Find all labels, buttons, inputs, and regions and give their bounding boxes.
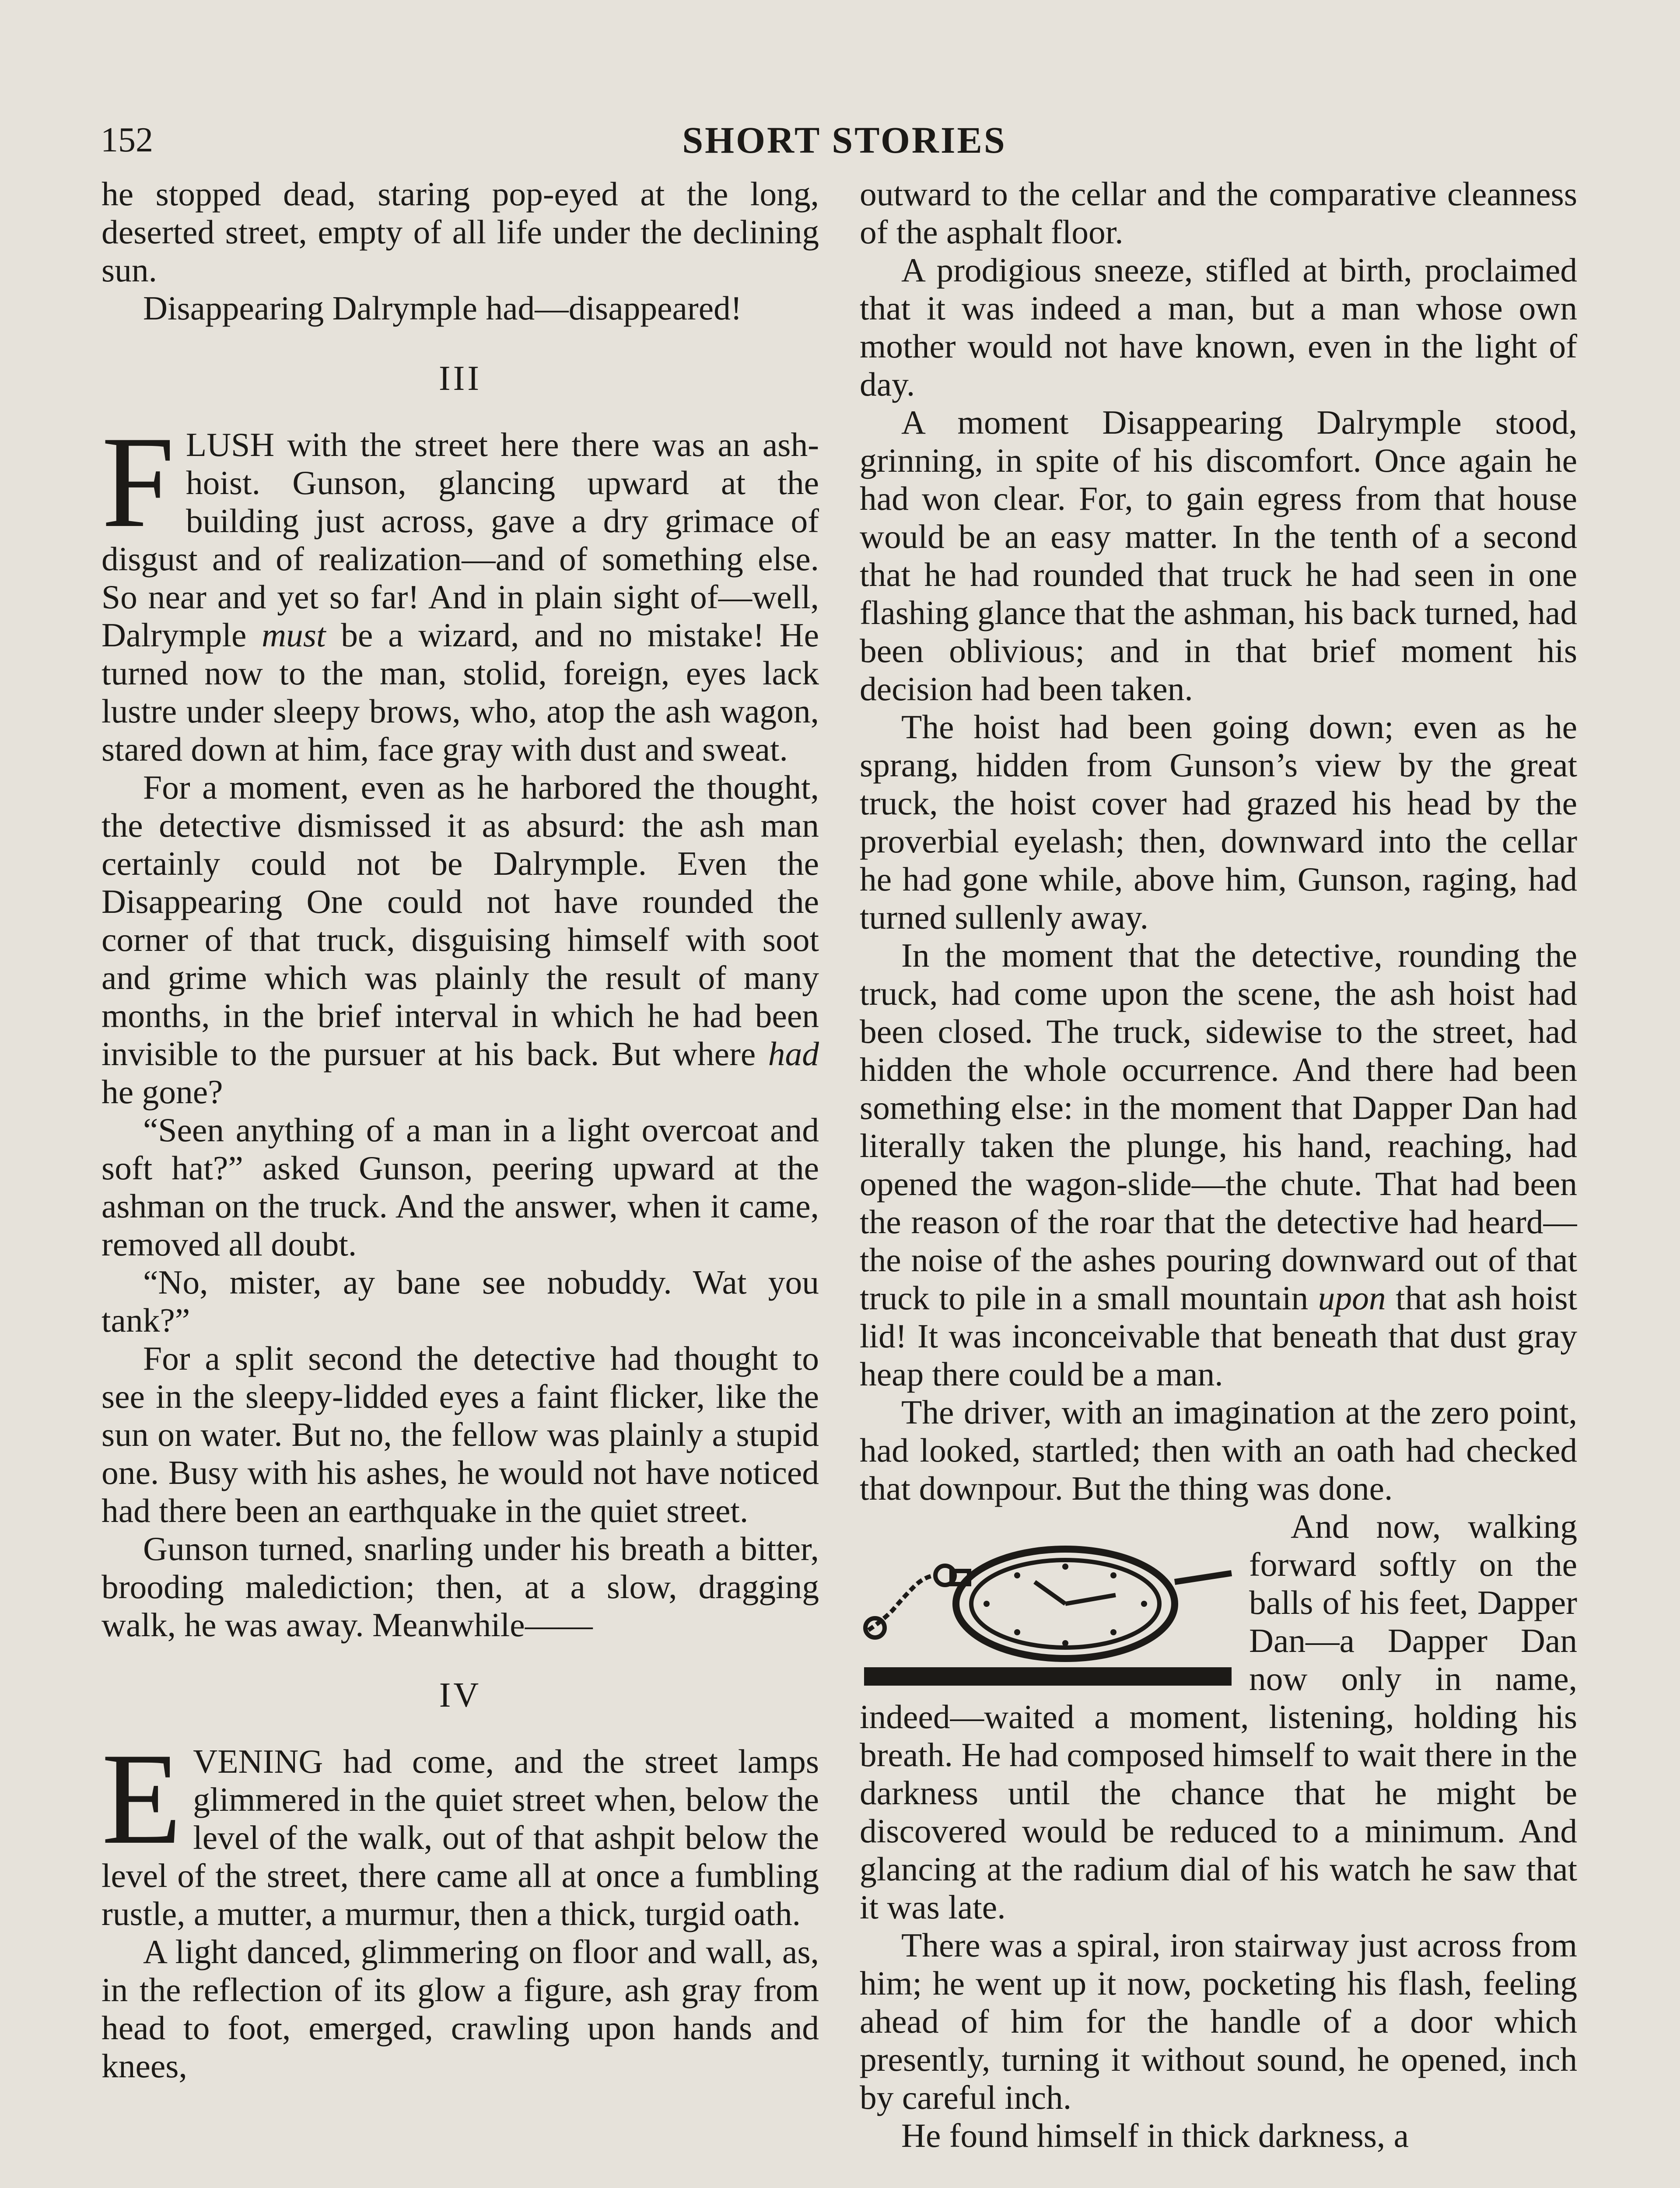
drop-cap: F bbox=[102, 409, 175, 554]
text-run: LUSH with the street here there was an ash-hoist. Gunson, glancing upward at the building just across, gave a dry grimace of disgust and of realization—and of something else. So near and yet so far! And in plain sight of—well, Dalrymple bbox=[102, 426, 819, 654]
paragraph: The hoist had been going down; even as he sprang, hidden from Gunson’s view by the great truck, the hoist cover had grazed his head by the proverbial eyelash; then, downward into the cellar he had gone while, above him, Gunson, raging, had turned sullenly away. bbox=[860, 708, 1577, 936]
left-column bbox=[102, 175, 819, 2188]
emphasis: had bbox=[768, 1035, 819, 1073]
text-run: that ash hoist lid! It was inconceivable that beneath that dust gray heap there could be a man. bbox=[860, 1279, 1577, 1393]
paragraph: “No, mister, ay bane see nobuddy. Wat you tank?” bbox=[102, 1263, 819, 1339]
paragraph: The driver, with an imagination at the zero point, had looked, startled; then with an oath had checked that downpour. But the thing was done. bbox=[860, 1393, 1577, 1507]
running-head: SHORT STORIES bbox=[682, 119, 1007, 161]
text-run: In the moment that the detective, rounding the truck, had come upon the scene, the ash hoist had been closed. The truck, sidewise to the street, had hidden the whole occurrence. And there had been something else: in the moment that Dapper Dan had literally taken the plunge, his hand, reaching, had opened the wagon-slide—the chute. That had been the reason of the roar that the detective had heard—the noise of the ashes pouring downward out of that truck to pile in a small mountain bbox=[860, 936, 1577, 1317]
paragraph: Gunson turned, snarling under his breath a bitter, brooding malediction; then, at a slow, dragging walk, he was away. Meanwhile—— bbox=[102, 1530, 819, 1644]
paragraph: “Seen anything of a man in a light overcoat and soft hat?” asked Gunson, peering upward at the ashman on the truck. And the answer, when it came, removed all doubt. bbox=[102, 1111, 819, 1263]
paragraph bbox=[102, 409, 819, 768]
right-column bbox=[860, 175, 1577, 2188]
paragraph: A light danced, glimmering on floor and wall, as, in the reflection of its glow a figure, ash gray from head to foot, emerged, crawling upon hands and knees, bbox=[102, 1933, 819, 2085]
paragraph: A prodigious sneeze, stifled at birth, proclaimed that it was indeed a man, but a man whose own mother would not have known, even in the light of day. bbox=[860, 251, 1577, 403]
page-number: 152 bbox=[101, 121, 153, 159]
paragraph: A moment Disappearing Dalrymple stood, grinning, in spite of his discomfort. Once again he had won clear. For, to gain egress from that house would be an easy matter. In the tenth of a second that he had rounded that truck he had seen in one flashing glance that the ashman, his back turned, had been oblivious; and in that brief moment his decision had been taken. bbox=[860, 403, 1577, 708]
drop-cap: E bbox=[102, 1726, 182, 1871]
paragraph: outward to the cellar and the comparative cleanness of the asphalt floor. bbox=[860, 175, 1577, 251]
text-run: And now, walking forward softly on the balls of his feet, Dapper Dan—a Dapper Dan now only in name, indeed—waited a moment, listening, holding his breath. He had composed himself to wait there in the darkness until the chance that he might be discovered would be reduced to a minimum. And glancing at the radium dial of his watch he saw that it was late. bbox=[860, 1508, 1577, 1926]
section-heading-iv: IV bbox=[439, 1676, 482, 1715]
pocket-watch-icon bbox=[860, 1516, 1236, 1691]
emphasis: upon bbox=[1318, 1279, 1386, 1317]
page-header bbox=[101, 116, 1588, 164]
paragraph: For a split second the detective had thought to see in the sleepy-lidded eyes a faint flicker, like the sun on water. But no, the fellow was plainly a stupid one. Busy with his ashes, he would not have noticed had there been an earthquake in the quiet street. bbox=[102, 1339, 819, 1529]
text-run: For a moment, even as he harbored the thought, the detective dismissed it as absurd: the ash man certainly could not be Dalrymple. Even the Disappearing One could not have rounded the corner of that truck, disguising himself with soot and grime which was plainly the result of many months, in the brief interval in which he had been invisible to the pursuer at his back. But where bbox=[102, 768, 819, 1073]
paragraph: he stopped dead, staring pop-eyed at the long, deserted street, empty of all life under the declining sun. bbox=[102, 175, 819, 289]
section-heading-iii: III bbox=[439, 359, 482, 398]
paragraph: There was a spiral, iron stairway just across from him; he went up it now, pocketing his flash, feeling ahead of him for the handle of a door which presently, turning it without sound, he opened, inch by careful inch. bbox=[860, 1926, 1577, 2116]
emphasis: must bbox=[262, 616, 326, 654]
text-run: be a wizard, and no mistake! He turned now to the man, stolid, foreign, eyes lack lustre under sleepy brows, who, atop the ash wagon, stared down at him, face gray with dust and sweat. bbox=[102, 616, 819, 768]
paragraph bbox=[102, 1726, 819, 1933]
text-run: he gone? bbox=[102, 1073, 223, 1111]
paragraph bbox=[860, 936, 1577, 1393]
paragraph bbox=[860, 1508, 1577, 1926]
paragraph: He found himself in thick darkness, a bbox=[901, 2117, 1409, 2154]
text-run: VENING had come, and the street lamps glimmered in the quiet street when, below the level of the walk, out of that ashpit below the level of the street, there came all at once a fumbling rustle, a mutter, a murmur, then a thick, turgid oath. bbox=[102, 1743, 819, 1932]
paragraph: Disappearing Dalrymple had—disappeared! bbox=[143, 289, 742, 327]
paragraph bbox=[102, 768, 819, 1111]
